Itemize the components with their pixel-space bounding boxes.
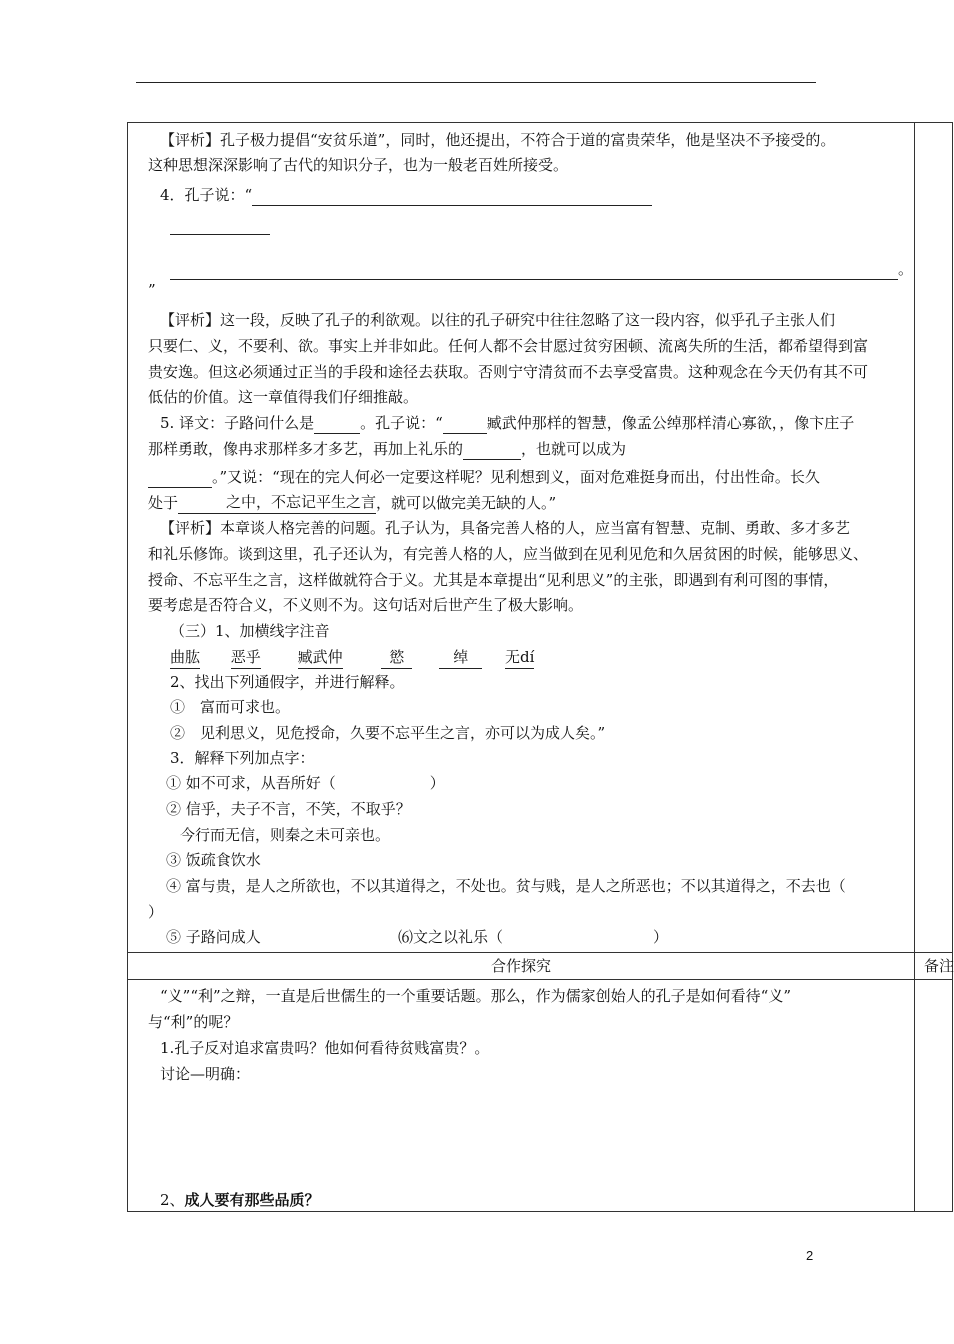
row-divider	[128, 952, 952, 953]
comment-paragraph: 和礼乐修饰。谈到这里，孔子还认为，有完善人格的人，应当做到在见利见危和久居贫困的时候，能够思义、	[148, 545, 869, 563]
discussion-intro: 与“利”的呢？	[148, 1013, 239, 1031]
fill-blank[interactable]	[314, 419, 360, 434]
exercise-item: ④ 富与贵，是人之所欲也，不以其道得之，不处也。贫与贱，是人之所恶也；不以其道得之，不去也（	[166, 877, 846, 895]
fill-blank[interactable]	[148, 473, 212, 488]
exercise-item: ⑤ 子路问成人	[166, 928, 261, 946]
translation-paragraph: 处于 之中，不忘记平生之言，就可以做完美无缺的人。”	[148, 493, 557, 512]
exercise-question: 3．解释下列加点字：	[170, 749, 315, 767]
comment-paragraph: 【评析】孔子极力提倡“安贫乐道”，同时，他还提出，不符合于道的富贵荣华，他是坚决不予接受的。	[160, 131, 836, 149]
discussion-intro: “义”“利”之辩，一直是后世儒生的一个重要话题。那么，作为儒家创始人的孔子是如何看待“义”	[160, 987, 792, 1005]
translation-paragraph: 。”又说：“现在的完人何必一定要这样呢？见利想到义，面对危难挺身而出，付出性命。长久	[148, 466, 820, 488]
exercise-item: ③ 饭疏食饮水	[166, 851, 261, 869]
comment-paragraph: 要考虑是否符合义，不义则不为。这句话对后世产生了极大影响。	[148, 596, 584, 614]
exercise-item: ② 信乎，夫子不言，不笑，不取乎？	[166, 800, 411, 818]
translation-paragraph: 5. 译文：子路问什么是 。孔子说：“ 臧武仲那样的智慧，像孟公绰那样清心寡欲，，像卞庄子	[160, 414, 855, 432]
fill-blank[interactable]	[178, 499, 226, 514]
discussion-question: 1.孔子反对追求富贵吗？他如何看待贫贱富贵？。	[160, 1039, 490, 1057]
close-quote: ”	[148, 281, 156, 299]
header-rule	[136, 82, 816, 83]
comment-paragraph: 【评析】本章谈人格完善的问题。孔子认为，具备完善人格的人，应当富有智慧、克制、勇敢、多才多艺	[160, 519, 851, 537]
exercise-question: 2、找出下列通假字，并进行解释。	[170, 673, 405, 691]
fill-blank-short[interactable]	[170, 213, 270, 235]
discussion-label: 讨论—明确：	[160, 1065, 251, 1083]
comment-paragraph: 只要仁、义，不要利、欲。事实上并非如此。任何人都不会甘愿过贫穷困顿、流离失所的生活，都希望得到富	[148, 337, 869, 355]
fill-blank[interactable]	[443, 419, 487, 434]
exercise-heading: （三）1、加横线字注音	[170, 622, 330, 640]
comment-paragraph: 贵安逸。但这必须通过正当的手段和途径去获取。否则宁守清贫而不去享受富贵。这种观念在今天仍有其不可	[148, 363, 869, 381]
comment-paragraph: 授命、不忘平生之言，这样做就符合于义。尤其是本章提出“见利思义”的主张，即遇到有利可图的事情，	[148, 571, 839, 589]
fill-blank[interactable]	[463, 445, 521, 460]
comment-paragraph: 这种思想深深影响了古代的知识分子，也为一般老百姓所接受。	[148, 156, 569, 174]
comment-paragraph: 低估的价值。这一章值得我们仔细推敲。	[148, 388, 419, 406]
discussion-question: 2、成人要有那些品质？	[160, 1191, 320, 1209]
exercise-item: ① 富而可求也。	[170, 698, 291, 716]
pinyin-words: 曲肱 恶乎 臧武仲 慾 绰 无dí	[170, 646, 534, 669]
page-number: 2	[806, 1248, 814, 1263]
worksheet-table	[127, 122, 953, 1212]
exercise-item-end: ）	[148, 903, 164, 921]
translation-paragraph: 那样勇敢，像冉求那样多才多艺，再加上礼乐的 ，也就可以成为	[148, 440, 627, 458]
exercise-item: 今行而无信，则秦之未可亲也。	[180, 826, 391, 844]
side-note-label: 备注	[924, 957, 954, 975]
exercise-item: ⑹文之以礼乐（ ）	[398, 928, 669, 946]
exercise-item: ① 如不可求，从吾所好（ ）	[166, 774, 445, 792]
fill-blank-long[interactable]: 。	[170, 258, 913, 280]
row-divider	[128, 979, 952, 980]
fill-blank[interactable]	[252, 205, 652, 206]
exercise-item: ② 见利思义，见危授命，久要不忘平生之言，亦可以为成人矣。”	[170, 724, 606, 742]
notes-column-divider	[914, 123, 915, 1211]
quote-prompt: 4．孔子说：“	[160, 184, 652, 206]
comment-paragraph: 【评析】这一段，反映了孔子的利欲观。以往的孔子研究中往往忽略了这一段内容，似乎孔子主张人们	[160, 311, 836, 329]
section-heading: 合作探究	[490, 957, 551, 975]
